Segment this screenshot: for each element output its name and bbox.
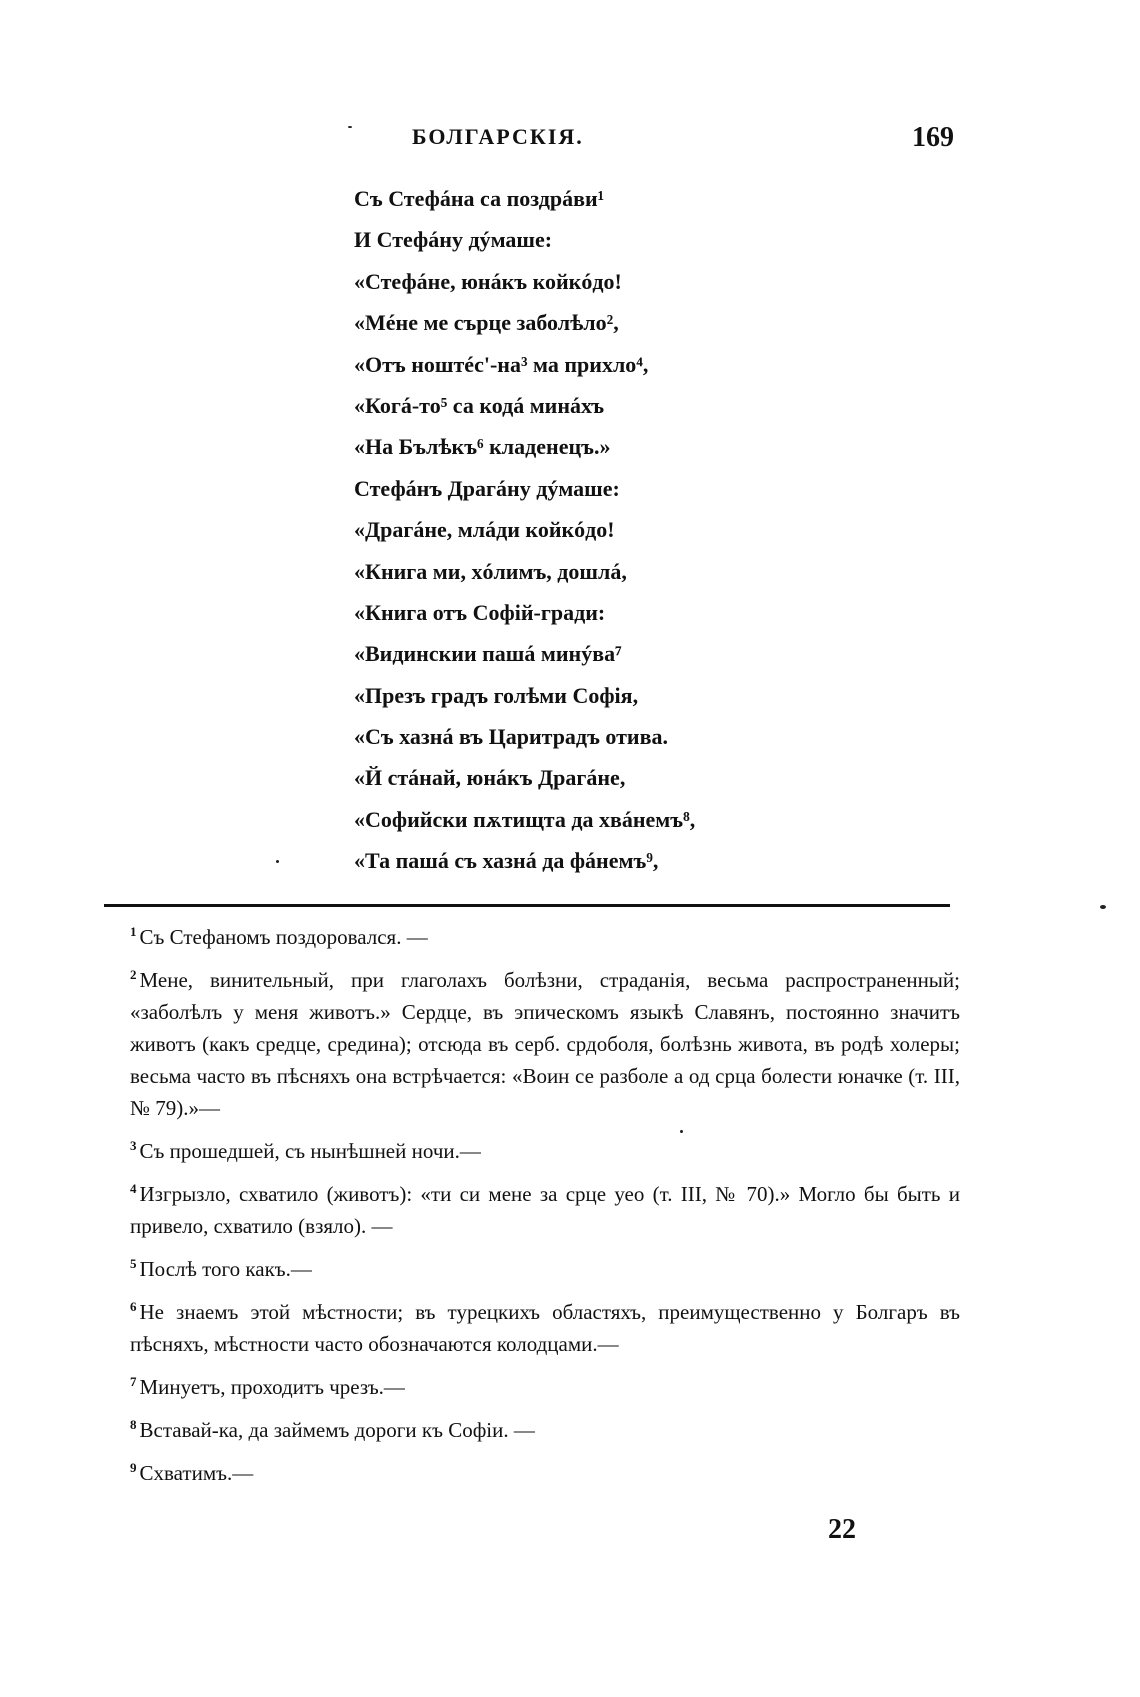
footnote-mark: 4 [130, 1181, 137, 1196]
poem-line: «Софийски пѫтищта да хвáнемъ⁸, [354, 806, 696, 832]
page-number: 169 [912, 122, 954, 153]
poem-line: «Й стáнай, юнáкъ Драгáне, [354, 765, 626, 791]
footnote-1 [130, 916, 960, 953]
footnote-mark: 1 [130, 924, 137, 939]
footnote-mark: 7 [130, 1374, 137, 1389]
footnote-mark: 8 [130, 1417, 137, 1432]
footnotes [130, 916, 960, 1495]
poem-line: «Книга отъ Софій-гради: [354, 599, 606, 625]
print-speck [1100, 905, 1106, 909]
footnote-text: Вставай-ка, да займемъ дороги къ Софіи. — [139, 1418, 535, 1442]
poem-line: «Стефáне, юнáкъ койкóдо! [354, 268, 622, 294]
poem-line: И Стефáну дýмаше: [354, 227, 553, 253]
footnote-5 [130, 1248, 960, 1285]
footnote-text: Послѣ того какъ.— [139, 1257, 312, 1281]
poem-line: «Съ хазнá въ Царитрадъ отива. [354, 724, 668, 750]
footnote-mark: 6 [130, 1299, 137, 1314]
signature-mark: 22 [828, 1514, 856, 1545]
footnote-text: Не знаемъ этой мѣстности; въ турецкихъ областяхъ, преимущественно у Болгаръ въ пѣсняхъ, мѣстности часто обозначаются колодцами.— [130, 1300, 960, 1356]
poem-line: «На Бълѣкъ⁶ кладенецъ.» [354, 434, 611, 460]
footnote-8 [130, 1409, 960, 1446]
poem-line: «Видинскии пашá минýва⁷ [354, 641, 622, 667]
poem-line: «Книга ми, хóлимъ, дошлá, [354, 558, 627, 584]
footnote-9 [130, 1452, 960, 1489]
footnote-text: Съ Стефаномъ поздоровался. — [139, 925, 428, 949]
footnote-text: Мене, винительный, при глаголахъ болѣзни, страданія, весьма распространенный; «заболѣлъ у меня животъ.» Сердце, въ эпическомъ языкѣ Славянъ, постоянно значитъ животъ (какъ средце, средина); отсюда въ серб. срдоболя, болѣзнь живота, въ родѣ холеры; весьма часто въ пѣсняхъ она встрѣчается: «Воин се разболе а од срца болести юначке (т. III, № 79).»— [130, 968, 960, 1120]
poem-line: Стефáнъ Драгáну дýмаше: [354, 475, 620, 501]
footnote-text: Съ прошедшей, съ нынѣшней ночи.— [139, 1139, 481, 1163]
poem-line: «Драгáне, млáди койкóдо! [354, 517, 615, 543]
footnote-3 [130, 1130, 960, 1167]
footnote-mark: 2 [130, 967, 137, 982]
footnote-6 [130, 1291, 960, 1360]
print-speck [680, 1130, 683, 1133]
print-speck [348, 126, 352, 128]
footnote-divider [104, 904, 950, 907]
footnote-text: Минуетъ, проходитъ чрезъ.— [139, 1375, 405, 1399]
poem-line: «Мéне ме сърце заболѣло², [354, 310, 619, 336]
poem-line: «Отъ ноштéс'-на³ ма прихло⁴, [354, 351, 649, 377]
print-speck [276, 860, 279, 863]
footnote-mark: 9 [130, 1460, 137, 1475]
poem-line: «Презъ градъ голѣми Софія, [354, 682, 639, 708]
footnote-2 [130, 959, 960, 1124]
footnote-4 [130, 1173, 960, 1242]
poem-line: Съ Стефáна са поздрáви¹ [354, 186, 605, 211]
footnote-text: Схватимъ.— [139, 1461, 254, 1485]
poem-text [354, 178, 914, 882]
footnote-mark: 5 [130, 1256, 137, 1271]
footnote-mark: 3 [130, 1138, 137, 1153]
footnote-text: Изгрызло, схватило (животъ): «ти си мене за срце уео (т. III, № 70).» Могло бы быть и привело, схватило (взяло). — [130, 1182, 960, 1238]
running-header: БОЛГАРСКІЯ. [412, 124, 584, 149]
poem-line: «Та пашá съ хазнá да фáнемъ⁹, [354, 848, 659, 874]
poem-line: «Когá-то⁵ са кодá минáхъ [354, 392, 605, 418]
footnote-7 [130, 1366, 960, 1403]
